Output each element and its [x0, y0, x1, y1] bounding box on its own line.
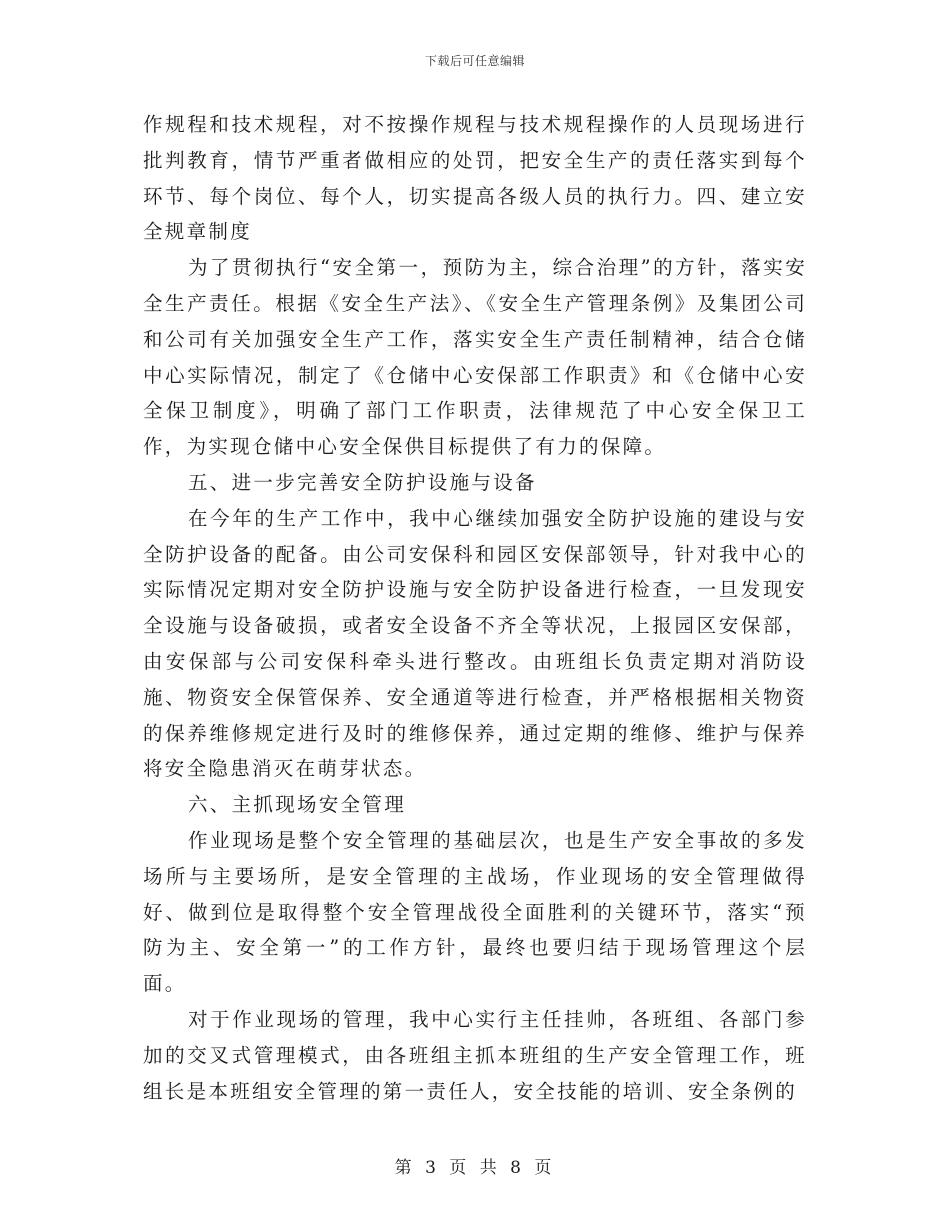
paragraph-5: 对于作业现场的管理，我中心实行主任挂帅，各班组、各部门参加的交叉式管理模式，由各班组主抓本班组的生产安全管理工作，班组长是本班组安全管理的第一责任人，安全技能的培训、安全条例的 [143, 1007, 807, 1103]
paragraph-2: 为了贯彻执行“安全第一，预防为主，综合治理”的方针，落实安全生产责任。根据《安全生产法》、《安全生产管理条例》及集团公司和公司有关加强安全生产工作，落实安全生产责任制精神，结合仓储中心实际情况，制定了《仓储中心安保部工作职责》和《仓储中心安全保卫制度》，明确了部门工作职责，法律规范了中心安全保卫工作，为实现仓储中心安全保供目标提供了有力的保障。 [143, 256, 807, 459]
paragraph-1: 作规程和技术规程，对不按操作规程与技术规程操作的人员现场进行批判教育，情节严重者做相应的处罚，把安全生产的责任落实到每个环节、每个岗位、每个人，切实提高各级人员的执行力。四、建立安全规章制度 [143, 113, 807, 244]
paragraph-4: 作业现场是整个安全管理的基础层次，也是生产安全事故的多发场所与主要场所，是安全管理的主战场，作业现场的安全管理做得好、做到位是取得整个安全管理战役全面胜利的关键环节，落实“预防为主、安全第一”的工作方针，最终也要归结于现场管理这个层面。 [143, 828, 807, 996]
page-number-footer: 第 3 页 共 8 页 [394, 1158, 556, 1178]
document-body [143, 107, 807, 1109]
paragraph-3: 在今年的生产工作中，我中心继续加强安全防护设施的建设与安全防护设备的配备。由公司安保科和园区安保部领导，针对我中心的实际情况定期对安全防护设施与安全防护设备进行检查，一旦发现安全设施与设备破损，或者安全设备不齐全等状况，上报园区安保部，由安保部与公司安保科牵头进行整改。由班组长负责定期对消防设施、物资安全保管保养、安全通道等进行检查，并严格根据相关物资的保养维修规定进行及时的维修保养，通过定期的维修、维护与保养将安全隐患消灭在萌芽状态。 [143, 506, 807, 781]
page-header: 下载后可任意编辑 [424, 54, 525, 68]
section-heading-6: 六、主抓现场安全管理 [188, 793, 407, 817]
section-heading-5: 五、进一步完善安全防护设施与设备 [188, 470, 537, 494]
